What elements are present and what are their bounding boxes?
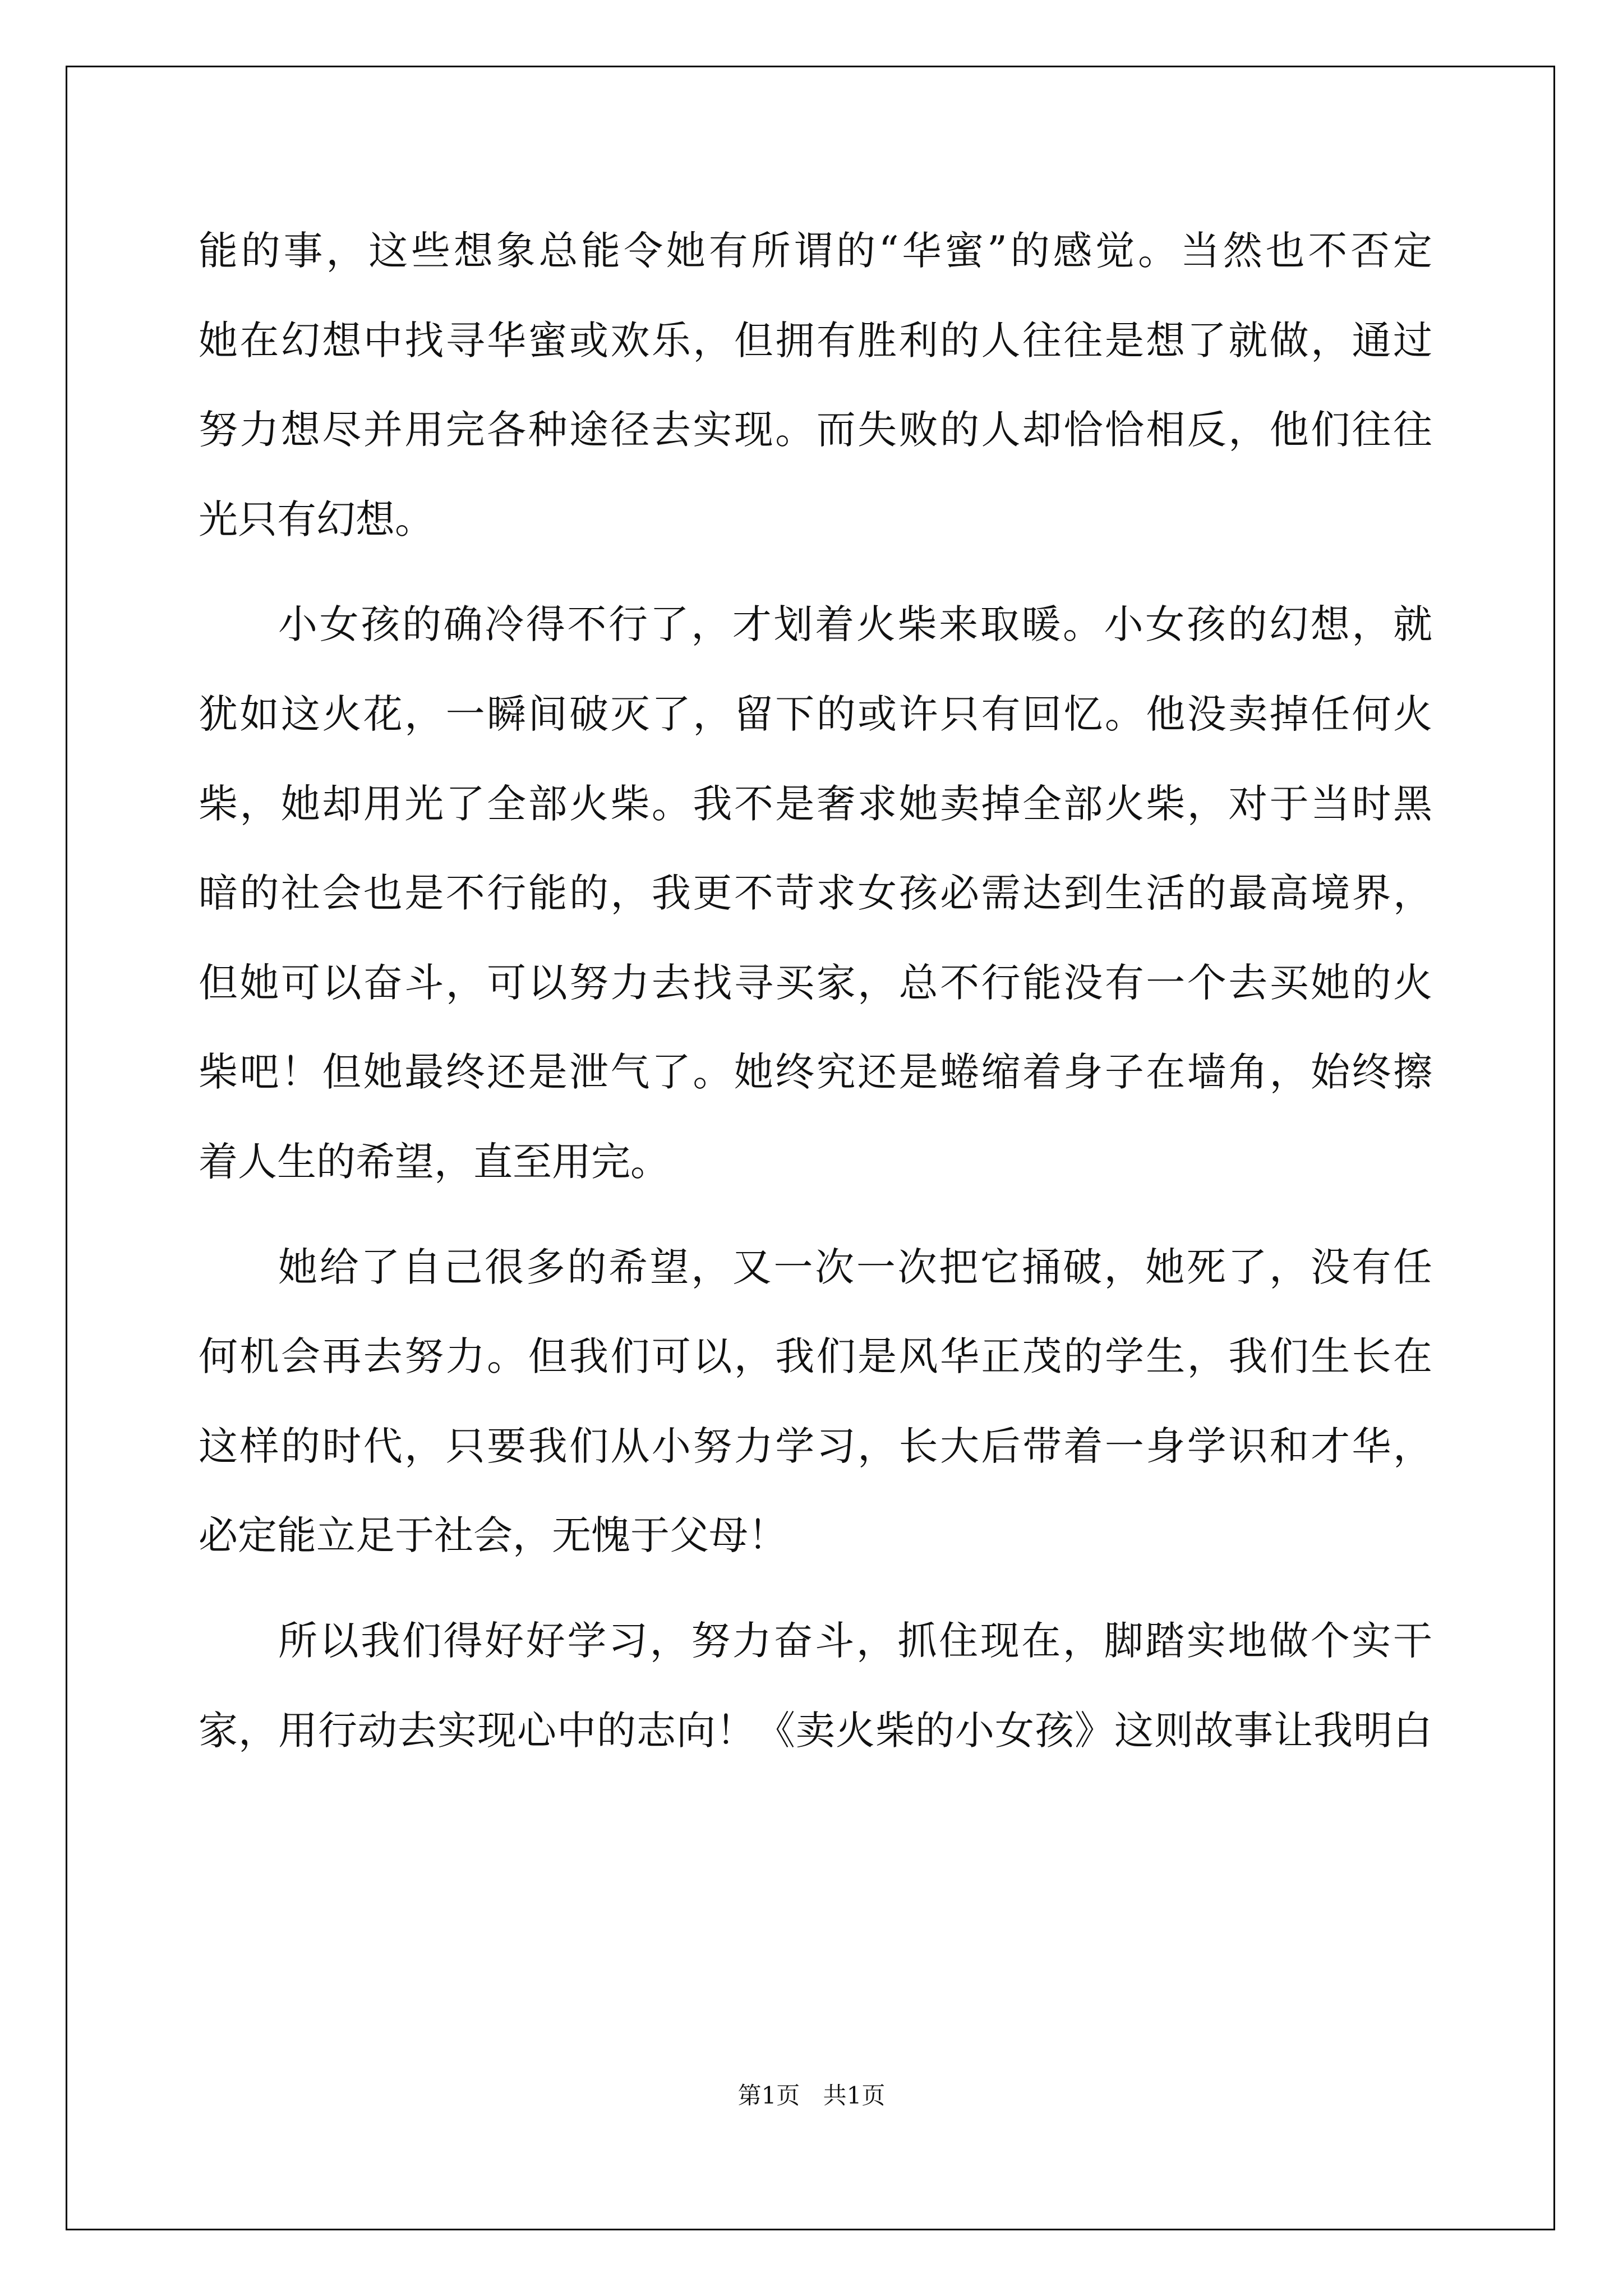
text-line: 必定能立足于社会，无愧于父母！	[199, 1512, 787, 1559]
text-line: 她在幻想中找寻华蜜或欢乐，但拥有胜利的人往往是想了就做，通过	[199, 317, 1432, 364]
text-line: 着人生的希望，直至用完。	[199, 1138, 670, 1185]
page-footer	[0, 2077, 1623, 2111]
text-line: 努力想尽并用完各种途径去实现。而失败的人却恰恰相反，他们往往	[199, 407, 1432, 453]
text-line: 能的事，这些想象总能令她有所谓的“华蜜”的感觉。当然也不否定	[199, 228, 1432, 274]
page-total: 共1页	[823, 2082, 886, 2109]
text-line: 何机会再去努力。但我们可以，我们是风华正茂的学生，我们生长在	[199, 1333, 1432, 1380]
text-line: 但她可以奋斗，可以努力去找寻买家，总不行能没有一个去买她的火	[199, 959, 1432, 1006]
page-number: 第1页	[737, 2082, 800, 2109]
text-line: 她给了自己很多的希望，又一次一次把它捅破，她死了，没有任	[278, 1244, 1432, 1290]
text-line: 柴，她却用光了全部火柴。我不是奢求她卖掉全部火柴，对于当时黑	[199, 780, 1432, 827]
text-line: 柴吧！但她最终还是泄气了。她终究还是蜷缩着身子在墙角，始终擦	[199, 1049, 1432, 1096]
text-line: 家，用行动去实现心中的志向！《卖火柴的小女孩》这则故事让我明白	[199, 1707, 1432, 1754]
text-line: 光只有幻想。	[199, 496, 434, 542]
text-line: 暗的社会也是不行能的，我更不苛求女孩必需达到生活的最高境界，	[199, 870, 1432, 917]
text-line: 这样的时代，只要我们从小努力学习，长大后带着一身学识和才华，	[199, 1423, 1432, 1469]
text-line: 所以我们得好好学习，努力奋斗，抓住现在，脚踏实地做个实干	[278, 1617, 1432, 1664]
text-line: 小女孩的确冷得不行了，才划着火柴来取暖。小女孩的幻想，就	[278, 601, 1432, 648]
text-line: 犹如这火花，一瞬间破灭了，留下的或许只有回忆。他没卖掉任何火	[199, 691, 1432, 737]
document-body	[199, 206, 1432, 1775]
